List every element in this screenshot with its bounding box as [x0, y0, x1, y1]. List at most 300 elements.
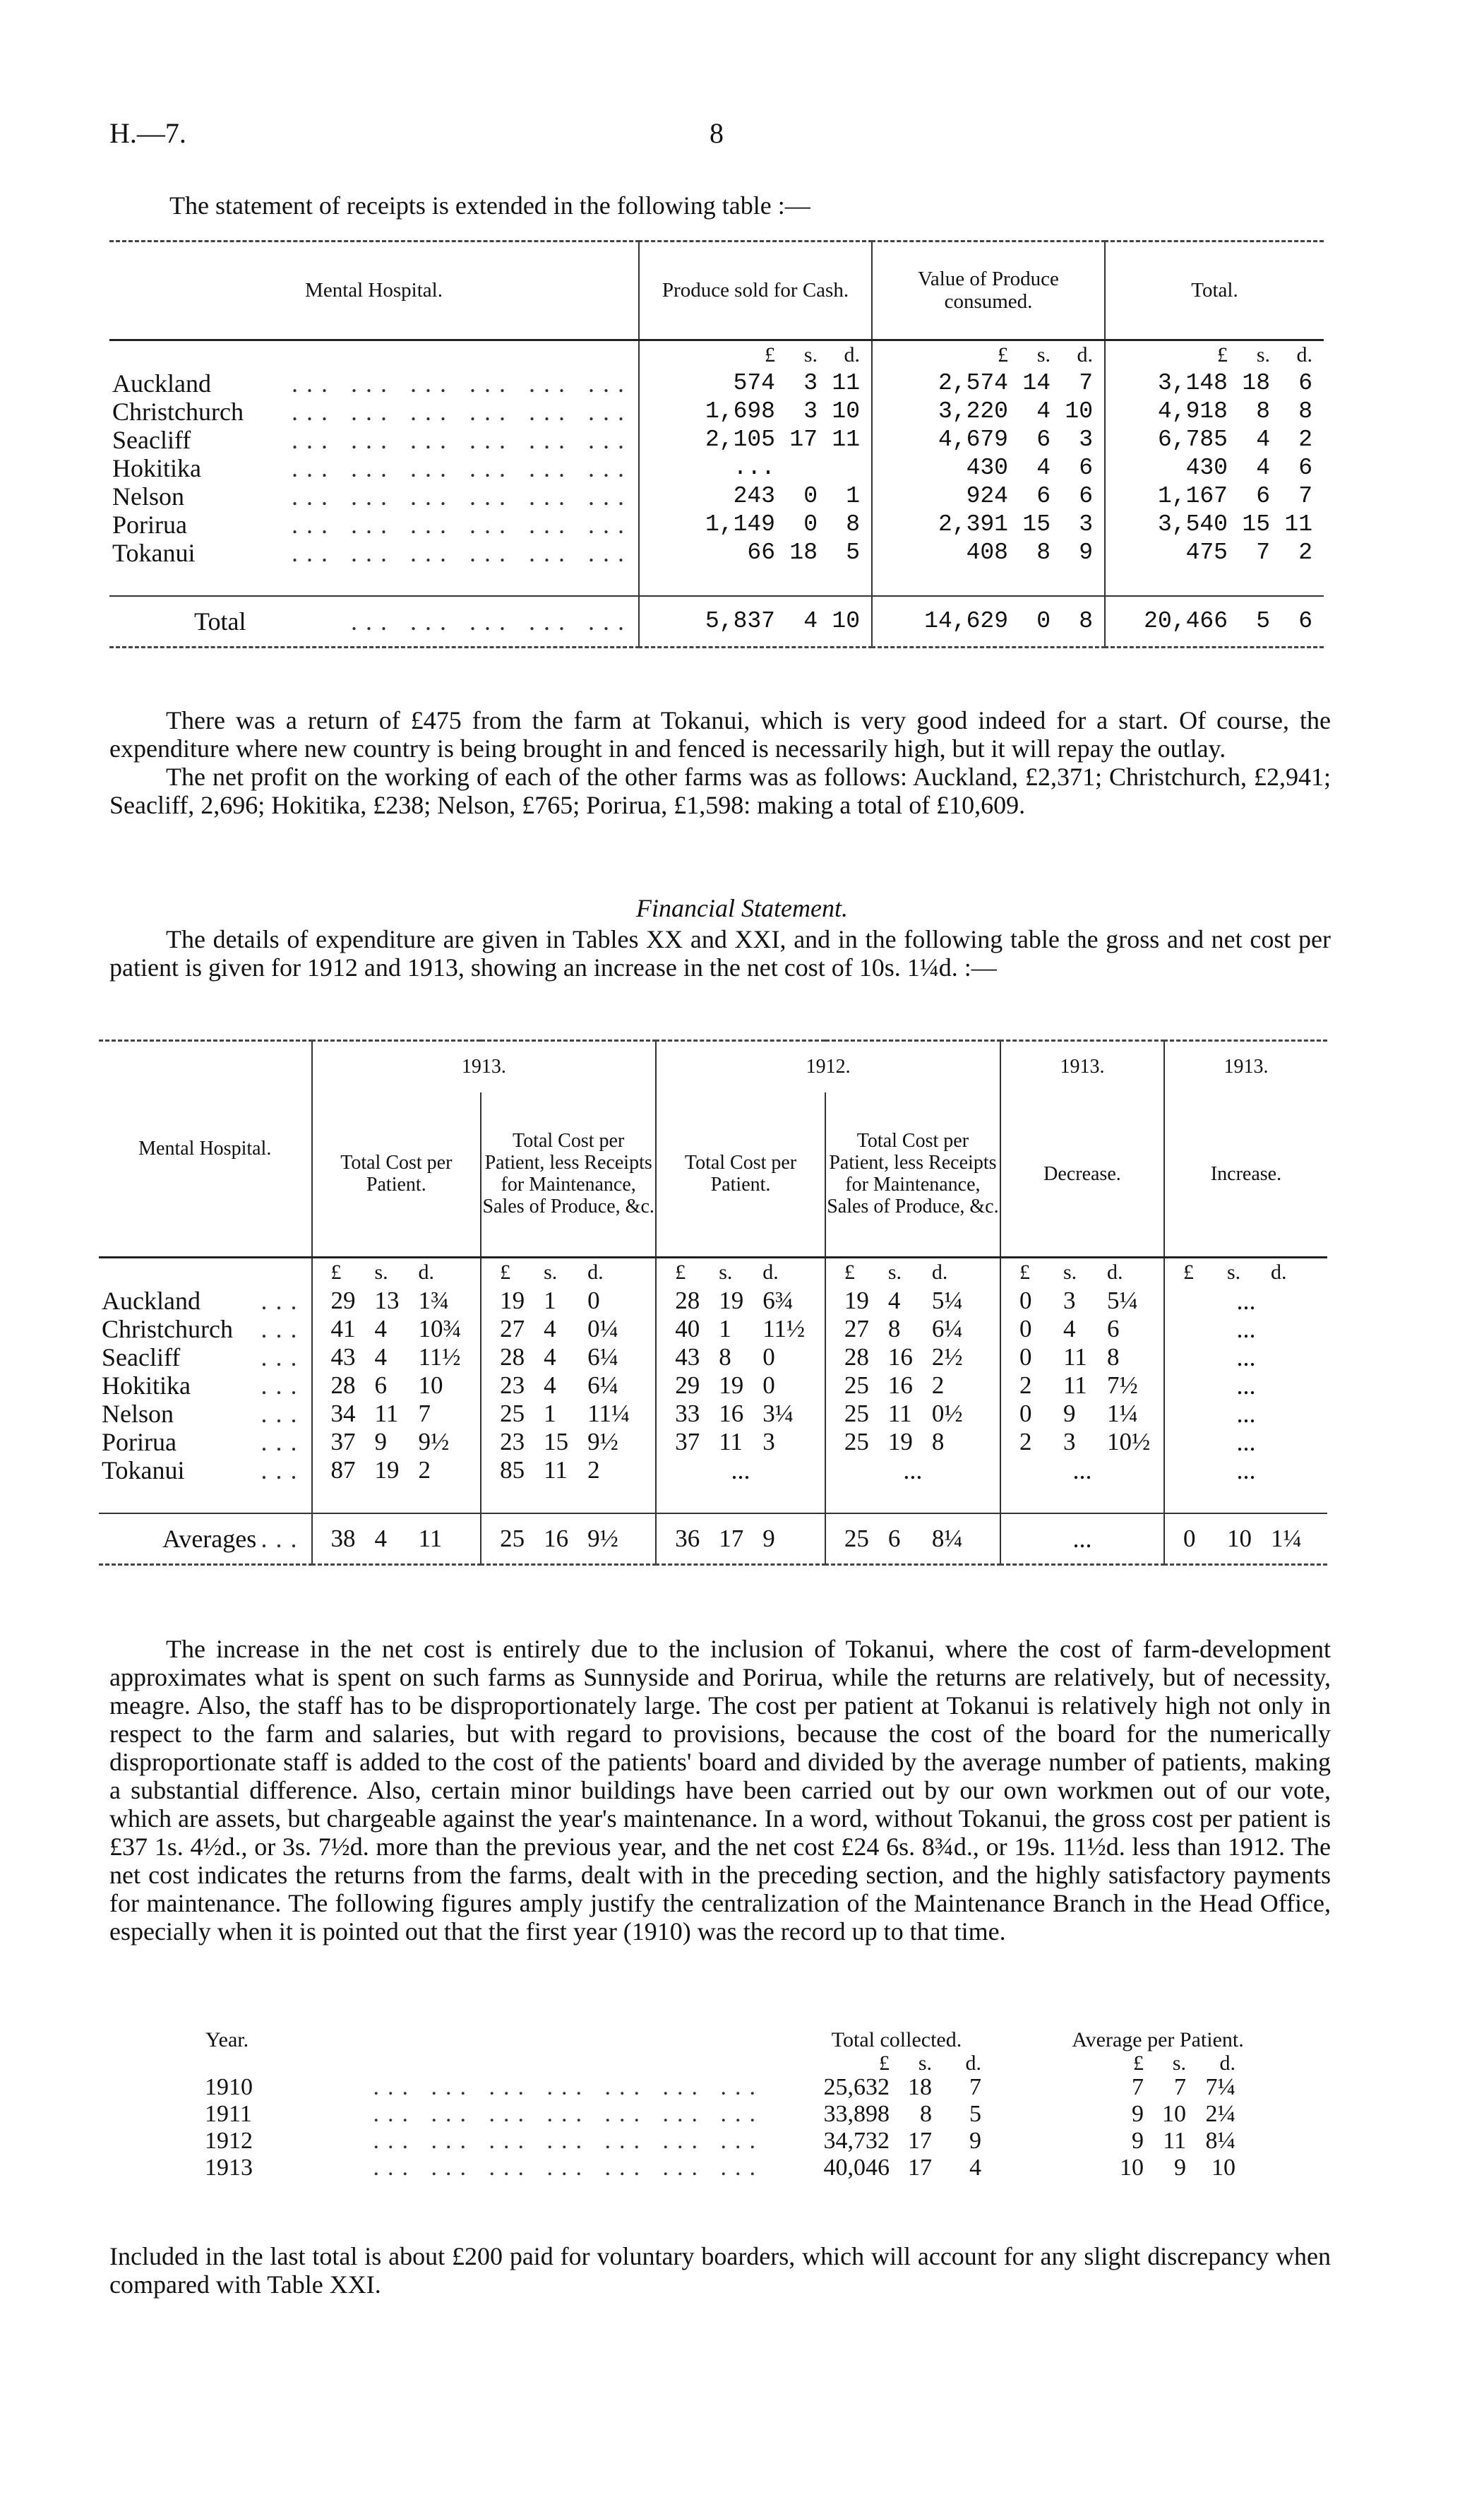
col-header-average-per-patient: Average per Patient. — [1072, 2028, 1244, 2051]
hospital-name-text: Christchurch — [102, 1315, 233, 1343]
currency-units-pounds: £ — [675, 1261, 686, 1284]
average-per-patient — [1024, 2155, 1292, 2181]
currency-units — [481, 1258, 655, 1287]
average-per-patient-shillings: 9 — [1174, 2155, 1186, 2181]
produce-sold-shillings: 3 — [803, 370, 818, 396]
produce-sold-pence: 8 — [846, 511, 860, 537]
table-row — [109, 539, 1324, 567]
net-cost-1912-shillings: 19 — [887, 1428, 913, 1455]
hospital-name — [109, 454, 638, 482]
currency-units-pence: d. — [1077, 343, 1093, 367]
total-produce-sold-pence: 10 — [832, 608, 860, 634]
produce-consumed — [873, 369, 1104, 398]
currency-units — [640, 341, 871, 369]
net-cost-1913-pounds: 23 — [500, 1428, 525, 1455]
net-cost-1913 — [481, 1343, 655, 1371]
net-cost-1913-shillings: 15 — [544, 1428, 569, 1455]
total-collected-shillings: 8 — [920, 2101, 932, 2127]
grand-total-pence: 6 — [1298, 608, 1312, 634]
net-cost-1912-pence: 6¼ — [931, 1315, 963, 1342]
avg-total-cost-1913-pence: 11 — [418, 1525, 443, 1552]
currency-units-pence: d. — [931, 1261, 948, 1284]
total-cost-1913-pence: 11½ — [418, 1343, 461, 1371]
produce-consumed-pounds: 924 — [966, 483, 1008, 509]
total-cost-1913-shillings: 11 — [374, 1400, 399, 1427]
average-per-patient-pence: 10 — [1211, 2155, 1235, 2181]
decrease-pounds: 2 — [1019, 1371, 1032, 1399]
total-shillings: 8 — [1256, 398, 1270, 424]
table-row — [205, 2101, 1292, 2128]
total-pounds: 1,167 — [1157, 483, 1228, 509]
table-row — [109, 482, 1324, 511]
increase: ... — [1236, 1371, 1256, 1400]
average-per-patient — [1024, 2101, 1292, 2128]
total-cost-1912-shillings: 11 — [719, 1428, 743, 1455]
currency-units-pence: d. — [1106, 1261, 1123, 1284]
produce-consumed-pence: 3 — [1079, 427, 1093, 453]
avg-total-cost-1912-pence: 9 — [762, 1525, 775, 1552]
grand-total — [1106, 597, 1324, 646]
net-cost-1912 — [826, 1315, 1000, 1343]
net-cost-1912: ... — [903, 1456, 923, 1484]
average-per-patient-shillings: 11 — [1163, 2128, 1186, 2154]
produce-sold-pence: 5 — [846, 540, 860, 566]
produce-consumed-pence: 9 — [1079, 540, 1093, 566]
increase: ... — [1236, 1456, 1256, 1484]
total-cost-1913-pounds: 28 — [330, 1371, 356, 1399]
net-cost-1913-pounds: 85 — [500, 1456, 525, 1484]
total-cost-1913-pence: 9½ — [418, 1428, 450, 1455]
produce-consumed-pounds: 408 — [966, 540, 1008, 566]
table-row — [99, 1428, 1327, 1456]
col-header-produce-sold: Produce sold for Cash. — [639, 242, 872, 340]
total-cost-1912-pence: 3¼ — [762, 1400, 794, 1427]
currency-units-pence: d. — [1296, 343, 1312, 367]
units-row — [205, 2053, 1292, 2074]
net-cost-1913-pounds: 27 — [500, 1315, 525, 1342]
currency-units-pounds: £ — [998, 343, 1008, 367]
hospital-name-text: Averages — [162, 1525, 257, 1553]
net-cost-1913-pence: 0 — [587, 1287, 600, 1314]
total-cost-1912-pence: 3 — [762, 1428, 775, 1455]
currency-units-pounds: £ — [500, 1261, 511, 1284]
units-row — [99, 1258, 1327, 1287]
avg-total-cost-1913-shillings: 4 — [374, 1525, 387, 1552]
total-cost-1912-pence: 0 — [762, 1343, 775, 1371]
total — [1106, 539, 1324, 567]
table-row — [109, 369, 1324, 398]
avg-decrease: ... — [1072, 1525, 1092, 1553]
total-pence: 6 — [1298, 455, 1312, 481]
total-produce-sold-shillings: 4 — [803, 608, 818, 634]
currency-units-pence: d. — [1270, 1261, 1287, 1284]
paragraph-expenditure-details: The details of expenditure are given in Tables XX and XXI, and in the following table the gross and net cost per patient is given for 1912 and 1913, showing an increase in the net cost of 10s. 1¼d. :— — [109, 925, 1331, 982]
total-cost-1912-shillings: 19 — [719, 1287, 744, 1314]
total-pounds: 430 — [1185, 455, 1228, 481]
produce-sold-pence: 11 — [832, 370, 860, 396]
avg-increase-pence: 1¼ — [1270, 1525, 1302, 1552]
total-produce-consumed-pence: 8 — [1079, 608, 1093, 634]
decrease-shillings: 4 — [1063, 1315, 1076, 1342]
total-cost-1913-pounds: 34 — [330, 1400, 356, 1427]
produce-sold-pence: 11 — [832, 427, 860, 453]
leader-dots: ... ... ... ... ... ... — [292, 398, 633, 426]
currency-units-pounds: £ — [1217, 343, 1228, 367]
net-cost-1913-shillings: 4 — [544, 1343, 556, 1371]
page-header — [109, 117, 1375, 159]
total-cost-1913-pounds: 29 — [330, 1287, 356, 1314]
decrease-pence: 5¼ — [1106, 1287, 1138, 1314]
currency-units-shillings: s. — [1256, 343, 1270, 367]
decrease-pence: 6 — [1106, 1315, 1120, 1342]
year-value: 1913 — [205, 2155, 253, 2181]
decrease-pounds: 0 — [1019, 1343, 1032, 1371]
net-cost-1912-pence: 2 — [931, 1371, 945, 1399]
table-row — [109, 398, 1324, 426]
decrease-pence: 1¼ — [1106, 1400, 1138, 1427]
net-cost-1912-shillings: 16 — [887, 1343, 913, 1371]
avg-net-cost-1912-pounds: 25 — [844, 1525, 869, 1552]
hospital-name — [99, 1371, 311, 1400]
total-collected-shillings: 17 — [908, 2128, 932, 2154]
decrease-pounds: 0 — [1019, 1287, 1032, 1314]
total-collected-shillings: 18 — [908, 2074, 932, 2100]
net-cost-1913-pounds: 19 — [500, 1287, 525, 1314]
currency-units-shillings: s. — [1036, 343, 1051, 367]
total-cost-1912-pence: 11½ — [762, 1315, 806, 1342]
produce-sold-pounds: 1,149 — [705, 511, 775, 537]
hospital-name — [99, 1400, 311, 1428]
hospital-name-text: Porirua — [102, 1428, 176, 1456]
total-collected-pounds: 33,898 — [823, 2101, 890, 2127]
total-cost-1913-pounds: 87 — [330, 1456, 356, 1484]
total-cost-1912-shillings: 1 — [719, 1315, 731, 1342]
produce-sold-pounds: ... — [733, 455, 775, 481]
produce-consumed-pence: 3 — [1079, 511, 1093, 537]
leader-dots: ... ... ... ... ... — [351, 607, 633, 636]
hospital-name — [99, 1514, 311, 1563]
leader-dots: ... ... ... ... ... ... ... — [373, 2101, 764, 2127]
leader-dots: ... — [261, 1287, 306, 1315]
average-per-patient-pounds: 10 — [1120, 2155, 1144, 2181]
total-cost-1913 — [313, 1428, 481, 1456]
total-cost-1912-pence: 0 — [762, 1371, 775, 1399]
average-per-patient-shillings: 10 — [1162, 2101, 1186, 2127]
avg-total-cost-1912-shillings: 17 — [719, 1525, 744, 1552]
net-cost-1913 — [481, 1315, 655, 1343]
total-collected-pounds: 34,732 — [823, 2128, 890, 2154]
decrease-shillings: 9 — [1063, 1400, 1076, 1427]
decrease: ... — [1072, 1456, 1092, 1484]
produce-consumed-shillings: 8 — [1036, 540, 1051, 566]
avg-net-cost-1912-shillings: 6 — [887, 1525, 901, 1552]
currency-units-pence: d. — [1219, 2051, 1235, 2075]
increase: ... — [1236, 1428, 1256, 1456]
leader-dots: ... — [261, 1456, 306, 1484]
currency-units-pounds: £ — [1133, 2051, 1144, 2075]
average-per-patient-pounds: 7 — [1132, 2074, 1144, 2100]
net-cost-1913-shillings: 1 — [544, 1287, 556, 1314]
currency-units-pounds: £ — [1183, 1261, 1194, 1284]
produce-sold — [640, 454, 871, 482]
leader-dots: ... ... ... ... ... ... — [292, 369, 633, 398]
decrease-shillings: 11 — [1063, 1371, 1087, 1399]
total-row — [109, 596, 1324, 648]
produce-sold — [640, 511, 871, 539]
net-cost-1913-pence: 9½ — [587, 1428, 618, 1455]
total-collected-shillings: 17 — [908, 2155, 932, 2181]
total-pence: 7 — [1298, 483, 1312, 509]
col-header-total: Total. — [1191, 278, 1238, 302]
net-cost-1912-pounds: 19 — [844, 1287, 869, 1314]
total-cost-1913 — [313, 1371, 481, 1400]
currency-units-pence: d. — [587, 1261, 604, 1284]
produce-sold-shillings: 0 — [803, 511, 818, 537]
net-cost-1913-pounds: 23 — [500, 1371, 525, 1399]
net-cost-1913-pence: 11¼ — [587, 1400, 630, 1427]
total-produce-sold — [640, 597, 871, 646]
produce-sold-shillings: 0 — [803, 483, 818, 509]
net-cost-1913-shillings: 11 — [544, 1456, 568, 1484]
leader-dots: ... — [261, 1371, 306, 1400]
leader-dots: ... ... ... ... ... ... ... — [373, 2155, 764, 2181]
produce-sold-pounds: 243 — [733, 483, 775, 509]
year-cell — [205, 2074, 770, 2101]
decrease-shillings: 11 — [1063, 1343, 1087, 1371]
narrative-block-4 — [109, 2242, 1331, 2299]
net-cost-1912-pounds: 28 — [844, 1343, 869, 1371]
total-pence: 8 — [1298, 398, 1312, 424]
total — [1106, 398, 1324, 426]
receipts-table — [109, 240, 1324, 648]
produce-sold — [640, 426, 871, 454]
total-cost-1913-pounds: 43 — [330, 1343, 356, 1371]
decrease — [1001, 1428, 1163, 1456]
hospital-name-text: Hokitika — [102, 1371, 191, 1400]
total-cost-1913-shillings: 4 — [374, 1343, 387, 1371]
units-row — [109, 340, 1324, 370]
avg-net-cost-1912 — [826, 1514, 1000, 1563]
hospital-name-text: Nelson — [102, 1400, 174, 1428]
hospital-name — [109, 482, 638, 511]
currency-units-shillings: s. — [1063, 1261, 1077, 1284]
paragraph-net-cost-increase: The increase in the net cost is entirely due to the inclusion of Tokanui, where the cost of farm-development approximates what is spent on such farms as Sunnyside and Porirua, while the returns are relatively, but of necessity, meagre. Also, the staff has to be disproportionately large. The cost per patient at Tokanui is relatively high not only in respect to the farm and salaries, but with regard to provisions, because the cost of the board for the numerically disproportionate staff is added to the cost of the patients' board and divided by the average number of patients, making a substantial difference. Also, certain minor buildings have been carried out by our own workmen out of our vote, which are assets, but chargeable against the year's maintenance. In a word, without Tokanui, the gross cost per patient is £37 1s. 4½d., or 3s. 7½d. more than the previous year, and the net cost £24 6s. 8¾d., or 19s. 11½d. less than 1912. The net cost indicates the returns from the farms, dealt with in the preceding section, and the highly satisfactory payments for maintenance. The following figures amply justify the centralization of the Maintenance Branch in the Head Office, especially when it is pointed out that the first year (1910) was the record up to that time. — [109, 1635, 1331, 1946]
total-collected-pounds: 40,046 — [823, 2155, 890, 2181]
hospital-name-text: Seacliff — [112, 426, 191, 454]
net-cost-1913-pence: 0¼ — [587, 1315, 618, 1342]
net-cost-1912-pence: 8 — [931, 1428, 945, 1455]
hospital-name-text: Tokanui — [112, 539, 196, 567]
hospital-name-text: Christchurch — [112, 398, 244, 426]
narrative-block-1 — [109, 706, 1331, 819]
total-pounds: 6,785 — [1157, 427, 1228, 453]
total-collected — [770, 2128, 1024, 2155]
total-cost-1912-pounds: 40 — [675, 1315, 700, 1342]
paragraph-net-profit: The net profit on the working of each of the other farms was as follows: Auckland, £2,371; Christchurch, £2,941; Seacliff, 2,696; Hokitika, £238; Nelson, £765; Porirua, £1,598: making a total of £10,609. — [109, 763, 1331, 819]
produce-sold-shillings: 18 — [789, 540, 818, 566]
increase: ... — [1236, 1315, 1256, 1343]
currency-units — [826, 1258, 1000, 1287]
average-per-patient — [1024, 2128, 1292, 2155]
currency-units-pence: d. — [965, 2051, 981, 2075]
leader-dots: ... ... ... ... ... ... — [292, 482, 633, 511]
total-shillings: 15 — [1242, 511, 1270, 537]
average-per-patient-pounds: 9 — [1132, 2101, 1144, 2127]
produce-sold-pence — [818, 454, 860, 482]
decrease-pence: 7½ — [1106, 1371, 1138, 1399]
average-per-patient-pence: 7¼ — [1205, 2074, 1235, 2100]
total-pence: 11 — [1284, 511, 1312, 537]
hospital-name-text: Seacliff — [102, 1343, 181, 1371]
net-cost-1912-shillings: 4 — [887, 1287, 901, 1314]
produce-sold-pence: 10 — [832, 398, 860, 424]
col-header-year-1913-increase: 1913. — [1223, 1055, 1269, 1078]
produce-sold-pence: 1 — [846, 483, 860, 509]
total-pence: 2 — [1298, 540, 1312, 566]
decrease — [1001, 1371, 1163, 1400]
net-cost-1912 — [826, 1287, 1000, 1315]
total-collected-pence: 4 — [969, 2155, 981, 2181]
average-per-patient — [1024, 2074, 1292, 2101]
currency-units — [313, 1258, 481, 1287]
hospital-name — [99, 1287, 311, 1315]
currency-units-shillings: s. — [1172, 2051, 1186, 2075]
col-header-year-1912: 1912. — [656, 1041, 1000, 1093]
currency-units-pounds: £ — [844, 1261, 855, 1284]
col-header-hospital: Mental Hospital. — [109, 242, 639, 340]
produce-consumed-shillings: 4 — [1036, 398, 1051, 424]
currency-units-pounds: £ — [330, 1261, 342, 1284]
total-cost-1912 — [657, 1315, 825, 1343]
increase: ... — [1236, 1287, 1256, 1315]
total-cost-1913-pence: 7 — [418, 1400, 431, 1427]
produce-sold — [640, 398, 871, 426]
total-collected-pence: 5 — [969, 2101, 981, 2127]
produce-consumed-shillings: 6 — [1036, 483, 1051, 509]
currency-units — [657, 1258, 825, 1287]
year-cell — [205, 2101, 770, 2128]
produce-consumed-shillings: 4 — [1036, 455, 1051, 481]
decrease-shillings: 3 — [1063, 1428, 1076, 1455]
hospital-name — [109, 398, 638, 426]
net-cost-1912-shillings: 16 — [887, 1371, 913, 1399]
currency-units-pence: d. — [762, 1261, 779, 1284]
total-cost-1913 — [313, 1343, 481, 1371]
total-collected-pounds: 25,632 — [823, 2074, 890, 2100]
avg-total-cost-1912 — [657, 1514, 825, 1563]
produce-sold-pounds: 1,698 — [705, 398, 775, 424]
total-cost-1913 — [313, 1287, 481, 1315]
hospital-name-text: Porirua — [112, 511, 187, 539]
year-value: 1910 — [205, 2074, 253, 2100]
total-cost-1913-pence: 10 — [418, 1371, 443, 1399]
produce-consumed-pence: 6 — [1079, 483, 1093, 509]
net-cost-1912-pounds: 25 — [844, 1371, 869, 1399]
currency-units — [1106, 341, 1324, 369]
narrative-block-3 — [109, 1635, 1331, 1946]
decrease-pounds: 0 — [1019, 1400, 1032, 1427]
hospital-name — [109, 426, 638, 454]
produce-consumed-pence: 7 — [1079, 370, 1093, 396]
table-row — [99, 1371, 1327, 1400]
produce-consumed — [873, 482, 1104, 511]
total-pence: 2 — [1298, 427, 1312, 453]
currency-units-pence: d. — [418, 1261, 434, 1284]
net-cost-1912 — [826, 1428, 1000, 1456]
total-cost-1913-shillings: 4 — [374, 1315, 387, 1342]
col-header-increase: Increase. — [1210, 1162, 1282, 1185]
total-cost-1912-shillings: 19 — [719, 1371, 744, 1399]
total-shillings: 4 — [1256, 455, 1270, 481]
produce-consumed — [873, 539, 1104, 567]
table-row — [205, 2074, 1292, 2101]
total-cost-1912: ... — [731, 1456, 750, 1484]
produce-sold — [640, 369, 871, 398]
hospital-name — [99, 1428, 311, 1456]
net-cost-1913-shillings: 4 — [544, 1371, 556, 1399]
currency-units — [1165, 1258, 1327, 1287]
total-cost-1912-pounds: 43 — [675, 1343, 700, 1371]
total — [1106, 426, 1324, 454]
leader-dots: ... ... ... ... ... ... ... — [373, 2074, 764, 2100]
net-cost-1912 — [826, 1400, 1000, 1428]
total-collected-pence: 7 — [969, 2074, 981, 2100]
avg-increase-shillings: 10 — [1226, 1525, 1252, 1552]
total-shillings: 4 — [1256, 427, 1270, 453]
leader-dots: ... — [261, 1315, 306, 1343]
total-cost-1912-pence: 6¾ — [762, 1287, 794, 1314]
total-collected — [770, 2155, 1024, 2181]
produce-consumed-pounds: 430 — [966, 455, 1008, 481]
produce-consumed-pounds: 3,220 — [938, 398, 1008, 424]
avg-increase — [1165, 1514, 1327, 1563]
produce-sold-pounds: 66 — [747, 540, 775, 566]
hospital-name-text: Hokitika — [112, 454, 201, 482]
paragraph-tokanui-return: There was a return of £475 from the farm at Tokanui, which is very good indeed for a start. Of course, the expenditure where new country is being brought in and fenced is necessarily high, but it will repay the outlay. — [109, 706, 1331, 763]
total-cost-1912-pounds: 28 — [675, 1287, 700, 1314]
net-cost-1913 — [481, 1287, 655, 1315]
avg-net-cost-1913-pounds: 25 — [500, 1525, 525, 1552]
net-cost-1912-shillings: 11 — [887, 1400, 912, 1427]
total-cost-1912-pounds: 29 — [675, 1371, 700, 1399]
total-cost-1913-shillings: 9 — [374, 1428, 387, 1455]
total-cost-1913-pence: 10¾ — [418, 1315, 462, 1342]
currency-units-shillings: s. — [918, 2051, 932, 2075]
hospital-name-text: Nelson — [112, 482, 184, 511]
year-cell — [205, 2128, 770, 2155]
decrease — [1001, 1287, 1163, 1315]
currency-units-shillings: s. — [803, 343, 818, 367]
total-cost-1912-shillings: 8 — [719, 1343, 731, 1371]
net-cost-1913-pounds: 28 — [500, 1343, 525, 1371]
hospital-name-text: Total — [194, 607, 246, 636]
hospital-name — [99, 1343, 311, 1371]
net-cost-1913-pence: 6¼ — [587, 1371, 618, 1399]
net-cost-1913 — [481, 1400, 655, 1428]
total-produce-consumed-pounds: 14,629 — [924, 608, 1008, 634]
total — [1106, 369, 1324, 398]
leader-dots: ... ... ... ... ... ... — [292, 426, 633, 454]
decrease-pence: 10½ — [1106, 1428, 1151, 1455]
net-cost-1912 — [826, 1343, 1000, 1371]
report-reference: H.—7. — [109, 117, 186, 149]
net-cost-1913-shillings: 4 — [544, 1315, 556, 1342]
net-cost-1912-pence: 0½ — [931, 1400, 963, 1427]
receipts-intro: The statement of receipts is extended in the following table :— — [169, 191, 810, 220]
total-cost-1912 — [657, 1400, 825, 1428]
avg-total-cost-1913 — [313, 1514, 481, 1563]
total-cost-1912-pounds: 37 — [675, 1428, 700, 1455]
